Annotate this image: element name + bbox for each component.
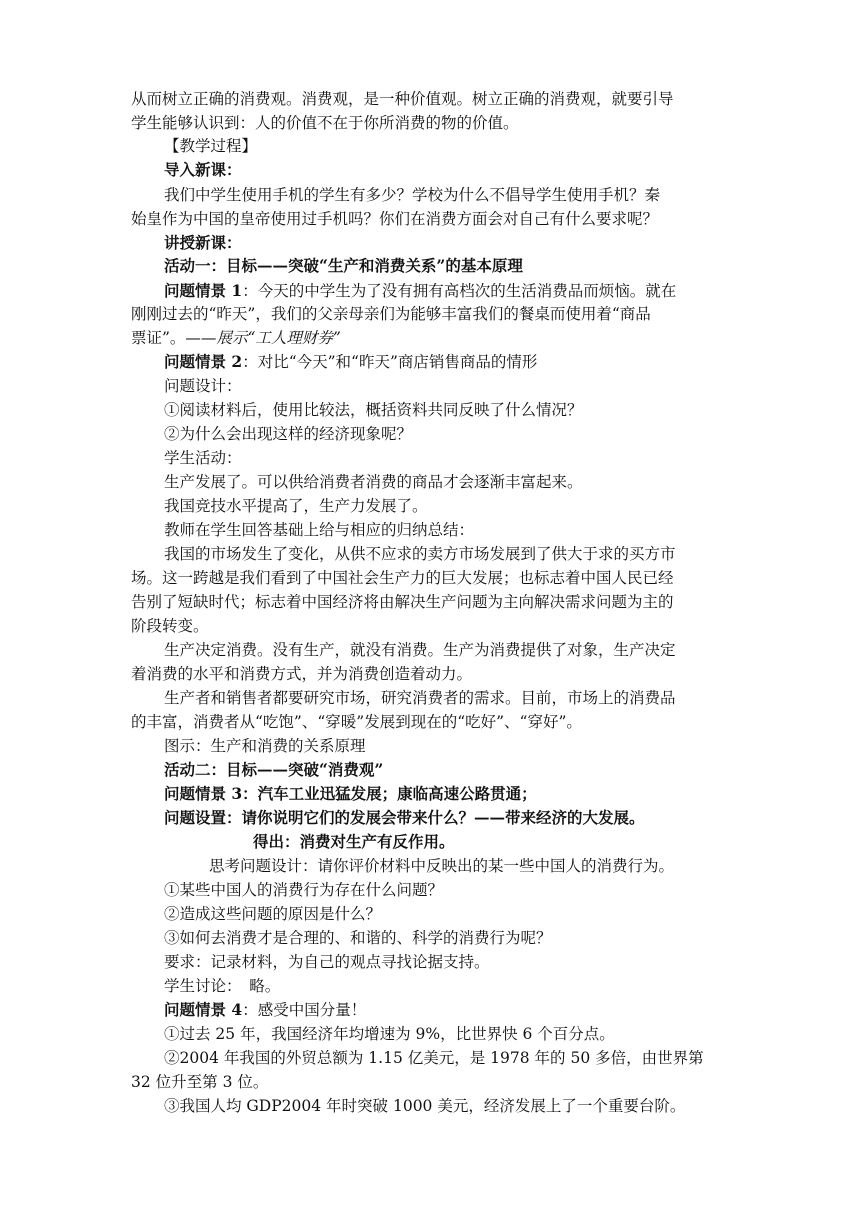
text-line	[209, 854, 860, 878]
text-segment: ②为什么会出现这样的经济现象呢？	[164, 425, 413, 443]
text-segment: 教师在学生回答基础上给与相应的归纳总结：	[164, 521, 475, 539]
text-segment: ②造成这些问题的原因是什么？	[164, 905, 382, 923]
text-segment: ③我国人均 GDP2004 年时突破 1000 美元，经济发展上了一个重要台阶。	[164, 1097, 686, 1115]
text-line	[164, 231, 860, 255]
text-line	[164, 1046, 860, 1070]
text-line	[164, 183, 860, 207]
text-segment: 刚刚过去的“昨天”，我们的父亲母亲们为能够丰富我们的餐桌而使用着“商品	[131, 305, 651, 323]
text-segment: ③如何去消费才是合理的、和谐的、科学的消费行为呢？	[164, 929, 552, 947]
text-segment: 我们中学生使用手机的学生有多少？学校为什么不倡导学生使用手机？秦	[164, 186, 661, 204]
text-segment: 票证”。——	[131, 329, 217, 347]
text-line	[164, 1094, 860, 1118]
text-segment: 活动一：目标——突破“生产和消费关系”的基本原理	[164, 256, 523, 275]
text-line	[131, 111, 860, 135]
text-line	[164, 398, 860, 422]
text-segment: ：今天的中学生为了没有拥有高档次的生活消费品而烦恼。就在	[242, 282, 677, 300]
text-line	[164, 254, 860, 278]
text-segment: 我国竞技水平提高了，生产力发展了。	[164, 497, 428, 515]
text-line	[164, 758, 860, 782]
text-segment: 展示“工人理财券”	[216, 329, 341, 347]
text-line	[164, 494, 860, 518]
text-segment: 问题设计：	[164, 377, 242, 395]
text-segment: 思考问题设计：请你评价材料中反映出的某一些中国人的消费行为。	[209, 857, 675, 875]
text-line	[131, 1070, 860, 1094]
text-segment: 问题情景 2	[164, 352, 243, 371]
text-segment: 从而树立正确的消费观。消费观，是一种价值观。树立正确的消费观，就要引导	[131, 90, 674, 108]
text-segment: ②2004 年我国的外贸总额为 1.15 亿美元，是 1978 年的 50 多倍，由世界第	[164, 1049, 704, 1067]
text-segment: 32 位升至第 3 位。	[131, 1073, 269, 1091]
text-segment: 始皇作为中国的皇帝使用过手机吗？你们在消费方面会对自己有什么要求呢？	[131, 210, 659, 228]
text-segment: 问题情景 1	[164, 281, 243, 300]
text-line	[164, 638, 860, 662]
text-segment: 的丰富，消费者从“吃饱”、“穿暖”发展到现在的“吃好”、“穿好”。	[131, 713, 582, 731]
text-line	[164, 902, 860, 926]
text-line	[164, 542, 860, 566]
text-line	[131, 566, 860, 590]
text-line	[131, 614, 860, 638]
text-line	[131, 662, 860, 686]
text-line	[164, 374, 860, 398]
text-line	[164, 806, 860, 830]
text-segment: 得出：消费对生产有反作用。	[253, 832, 455, 851]
text-segment: 生产决定消费。没有生产，就没有消费。生产为消费提供了对象，生产决定	[164, 641, 676, 659]
text-segment: 我国的市场发生了变化，从供不应求的卖方市场发展到了供大于求的买方市	[164, 545, 676, 563]
text-segment: 着消费的水平和消费方式，并为消费创造着动力。	[131, 665, 473, 683]
text-segment: ①阅读材料后，使用比较法，概括资料共同反映了什么情况？	[164, 401, 583, 419]
text-line	[164, 734, 860, 758]
text-line	[131, 590, 860, 614]
text-line	[164, 926, 860, 950]
text-segment: 图示：生产和消费的关系原理	[164, 737, 366, 755]
text-line	[164, 158, 860, 182]
text-segment: ①过去 25 年，我国经济年均增速为 9%，比世界快 6 个百分点。	[164, 1025, 615, 1043]
text-segment: 【教学过程】	[164, 137, 258, 155]
text-segment: 生产发展了。可以供给消费者消费的商品才会逐渐丰富起来。	[164, 473, 583, 491]
text-segment: 学生活动：	[164, 449, 242, 467]
text-line	[164, 998, 860, 1022]
text-line	[164, 1022, 860, 1046]
text-line	[164, 422, 860, 446]
text-line	[164, 878, 860, 902]
text-segment: 告别了短缺时代；标志着中国经济将由解决生产问题为主向解决需求问题为主的	[131, 593, 674, 611]
text-line	[164, 518, 860, 542]
text-segment: ：对比“今天”和“昨天”商店销售商品的情形	[242, 353, 538, 371]
text-segment: ①某些中国人的消费行为存在什么问题？	[164, 881, 444, 899]
text-line	[164, 974, 860, 998]
text-line	[131, 710, 860, 734]
text-line	[131, 87, 860, 111]
text-line	[164, 470, 860, 494]
text-segment: 阶段转变。	[131, 617, 209, 635]
text-segment: 学生讨论： 略。	[164, 977, 281, 995]
text-segment: 学生能够认识到：人的价值不在于你所消费的物的价值。	[131, 114, 519, 132]
text-line	[131, 302, 860, 326]
text-line	[164, 950, 860, 974]
text-segment: ：感受中国分量！	[242, 1001, 367, 1019]
text-segment: 问题设置：请你说明它们的发展会带来什么？——带来经济的大发展。	[164, 808, 645, 827]
text-segment: 问题情景 3：汽车工业迅猛发展；康临高速公路贯通；	[164, 784, 537, 803]
text-line	[253, 830, 860, 854]
text-line	[164, 134, 860, 158]
text-line	[164, 279, 860, 303]
text-segment: 场。这一跨越是我们看到了中国社会生产力的巨大发展；也标志着中国人民已经	[131, 569, 674, 587]
text-segment: 要求：记录材料，为自己的观点寻找论据支持。	[164, 953, 490, 971]
text-segment: 讲授新课：	[164, 233, 242, 252]
text-segment: 导入新课：	[164, 160, 242, 179]
text-line	[164, 686, 860, 710]
text-line	[164, 782, 860, 806]
text-segment: 活动二：目标——突破“消费观”	[164, 760, 384, 779]
text-line	[164, 350, 860, 374]
text-line	[131, 207, 860, 231]
text-segment: 问题情景 4	[164, 1000, 243, 1019]
text-line	[164, 446, 860, 470]
text-line	[131, 326, 860, 350]
text-segment: 生产者和销售者都要研究市场，研究消费者的需求。目前，市场上的消费品	[164, 689, 676, 707]
